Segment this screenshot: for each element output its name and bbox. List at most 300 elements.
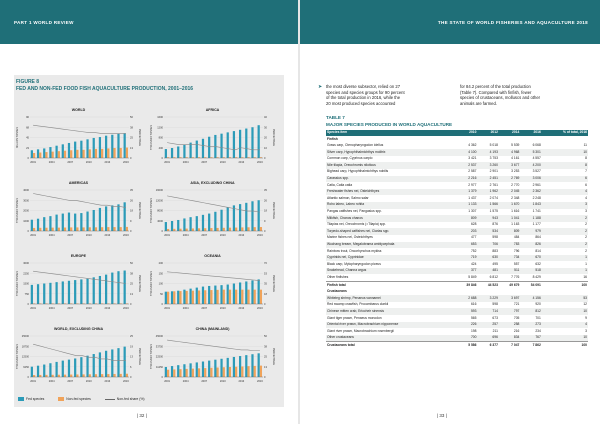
table-row	[326, 169, 588, 176]
bar-fed	[214, 212, 216, 231]
x-tick-label: 2013	[104, 380, 111, 383]
table-cell: 2 977	[468, 182, 477, 187]
table-cell: 557	[513, 261, 520, 266]
y2-axis-label: PERCENTAGE	[138, 274, 141, 293]
table-cell: 53	[542, 295, 588, 302]
bar-nonfed	[101, 374, 103, 377]
y2-tick-label: 13	[130, 355, 133, 359]
table-cell: 3 229	[477, 295, 498, 302]
x-tick-label: 2010	[219, 161, 226, 164]
bar-nonfed	[101, 227, 103, 231]
table-cell: Crustaceans total	[326, 342, 456, 349]
y2-tick-label: 20	[264, 136, 267, 140]
bar-fed	[208, 286, 210, 304]
bar-fed	[171, 221, 173, 231]
bar-nonfed	[58, 228, 60, 231]
y2-tick-label: 9	[264, 219, 266, 223]
table-cell: Snakehead, Channa argus	[326, 268, 456, 275]
table-cell	[477, 136, 498, 143]
table-cell: 4 161	[511, 156, 520, 161]
table-cell: 2 348	[511, 195, 520, 200]
x-tick-label: 2001	[30, 307, 36, 310]
table-header-cell: Species item	[326, 130, 456, 136]
table-row	[326, 189, 588, 196]
figure-title: FED AND NON-FED FOOD FISH AQUACULTURE PRODUCTION, 2001–2016	[16, 86, 194, 92]
y-tick-label: 12000	[155, 199, 163, 203]
bar-fed	[196, 362, 198, 377]
bar-fed	[171, 148, 173, 158]
bar-nonfed	[52, 375, 54, 377]
bar-fed	[239, 356, 241, 377]
bar-fed	[183, 364, 185, 377]
bar-nonfed	[198, 290, 200, 304]
bar-nonfed	[235, 367, 237, 377]
table-cell: 273	[520, 322, 541, 329]
y-axis-label: THOUSAND TONNES	[16, 270, 19, 297]
table-row	[326, 322, 588, 329]
bar-nonfed	[254, 227, 256, 231]
table-row	[326, 143, 588, 150]
bar-nonfed	[223, 367, 225, 377]
bar-fed	[86, 139, 88, 158]
bar-nonfed	[120, 227, 122, 231]
body-text-column-2: for 84.2 percent of the total production (Table 7). Compared with finfish, fewer species of crustaceans, molluscs and other animals are farmed.	[460, 84, 541, 106]
bar-nonfed	[192, 369, 194, 377]
bar-fed	[105, 136, 107, 158]
bar-fed	[86, 356, 88, 377]
table-cell: 234	[535, 328, 541, 333]
table-header-cell: 2012	[477, 130, 498, 136]
table-cell: 653	[456, 242, 477, 249]
table-cell: 2	[585, 248, 587, 253]
table-cell: 721	[513, 302, 520, 307]
table-cell: 5 018	[489, 143, 498, 148]
bar-fed	[124, 347, 126, 377]
body-text-column-1: the most diverse subsector, relied on 27 species and species groups for 90 percent of the total production in 2016, while the 20 most produced species accounted	[326, 84, 405, 106]
table-cell: 767	[520, 335, 541, 342]
bar-nonfed	[198, 368, 200, 377]
bar-nonfed	[216, 290, 218, 304]
x-tick-label: 2001	[30, 380, 36, 383]
table-cell: 812	[520, 308, 541, 315]
y2-tick-label: 26	[264, 199, 267, 203]
bar-fed	[105, 351, 107, 377]
bar-fed	[80, 357, 82, 377]
left-header-bar	[0, 0, 298, 44]
y2-tick-label: 50	[130, 116, 133, 119]
page-number-right: | 33 |	[437, 413, 447, 418]
table-cell: 2 248	[532, 195, 541, 200]
bar-fed	[43, 217, 45, 231]
chart-title: WORLD	[71, 108, 86, 112]
bar-fed	[233, 205, 235, 231]
table-cell: 3 527	[532, 169, 541, 174]
x-tick-label: 2016	[257, 380, 263, 383]
chart-panel	[16, 254, 141, 314]
legend-fed-swatch	[18, 397, 24, 401]
table-cell	[520, 136, 541, 143]
table-cell: 1 670	[499, 202, 520, 209]
table-row	[326, 235, 588, 242]
bar-nonfed	[126, 148, 128, 158]
bar-fed	[258, 353, 260, 377]
bar-fed	[55, 362, 57, 377]
bar-nonfed	[82, 227, 84, 231]
y-tick-label: 1500	[23, 282, 29, 286]
table-cell: 2 770	[511, 182, 520, 187]
y-axis-label: MILLION TONNES	[16, 126, 19, 149]
bar-fed	[31, 220, 33, 231]
table-cell: 3 697	[499, 295, 520, 302]
bar-fed	[177, 220, 179, 231]
table-cell: 3 260	[477, 162, 498, 169]
bar-nonfed	[260, 290, 262, 304]
chart-title: CHINA (MAINLAND)	[195, 327, 230, 331]
y2-tick-label: 0	[264, 376, 266, 379]
bar-fed	[55, 146, 57, 158]
bar-fed	[93, 210, 95, 231]
y-tick-label: 0	[161, 157, 163, 160]
bar-nonfed	[107, 374, 109, 377]
bar-nonfed	[247, 290, 249, 304]
table-cell: 6 068	[532, 143, 541, 148]
table-cell: 8 429	[532, 274, 541, 279]
table-cell: Cyprinids nei, Cyprinidae	[326, 255, 456, 262]
table-cell: 481	[477, 268, 498, 275]
bar-nonfed	[95, 227, 97, 231]
x-tick-label: 2016	[123, 380, 129, 383]
table-cell: 216	[513, 328, 520, 333]
bar-fed	[171, 291, 173, 304]
table-cell: 5 301	[520, 149, 541, 156]
table-label: TABLE 7	[326, 115, 345, 120]
y-axis-label: THOUSAND TONNES	[16, 343, 19, 370]
bar-nonfed	[33, 228, 35, 231]
table-cell: 752	[470, 248, 477, 253]
bar-fed	[124, 271, 126, 304]
bar-nonfed	[45, 228, 47, 231]
table-row	[326, 162, 588, 169]
legend-nonfed-label: Non-fed species	[66, 397, 91, 401]
bar-nonfed	[95, 374, 97, 377]
table-cell: 10	[542, 335, 588, 342]
bar-fed	[214, 360, 216, 377]
legend-line-label: Non-fed share (%)	[116, 397, 145, 401]
table-cell: 3 677	[499, 162, 520, 169]
chart-title: OCEANIA	[204, 254, 221, 258]
table-cell: 477	[470, 235, 477, 240]
chart-svg	[16, 260, 141, 312]
bar-fed	[171, 366, 173, 377]
bar-fed	[37, 219, 39, 231]
table-row	[326, 136, 588, 143]
table-cell: 8	[585, 156, 587, 161]
bar-fed	[177, 146, 179, 158]
bar-nonfed	[186, 369, 188, 377]
y2-tick-label: 25	[130, 282, 133, 286]
table-row	[326, 302, 588, 309]
bar-nonfed	[210, 368, 212, 377]
bar-fed	[245, 281, 247, 304]
table-cell: 3	[585, 209, 587, 214]
bar-nonfed	[64, 375, 66, 377]
table-cell: Chinese mitten crab, Eriocheir sinensis	[326, 308, 456, 315]
legend-line-swatch	[105, 399, 115, 400]
table-cell: 598	[492, 302, 498, 307]
table-row	[326, 156, 588, 163]
bar-fed	[80, 141, 82, 158]
table-cell: Silver carp, Hypophthalmichthys molitrix	[326, 149, 456, 156]
bar-fed	[68, 213, 70, 231]
table-cell: Oriental river prawn, Macrobrachium nipponense	[326, 322, 456, 329]
legend-fed-label: Fed species	[26, 397, 45, 401]
chart-svg	[16, 333, 141, 385]
chart-title: AFRICA	[205, 108, 220, 112]
table-cell: 12	[583, 302, 587, 307]
bar-fed	[202, 362, 204, 377]
table-cell: 6 812	[489, 274, 498, 279]
bar-fed	[99, 137, 101, 158]
table-cell: 10	[542, 308, 588, 315]
bar-fed	[202, 139, 204, 158]
y2-tick-label: 13	[264, 365, 267, 369]
table-cell: Bighead carp, Hypophthalmichthys nobilis	[327, 169, 389, 174]
bar-nonfed	[173, 229, 175, 231]
bar-nonfed	[247, 366, 249, 377]
y-tick-label: 2250	[23, 272, 29, 276]
table-cell: 2	[585, 235, 587, 240]
table-cell: 5 849	[468, 274, 477, 279]
bar-nonfed	[229, 228, 231, 231]
y-tick-label: 18750	[21, 345, 29, 349]
y-tick-label: 33750	[155, 345, 163, 349]
table-cell: 3 753	[489, 156, 498, 161]
bar-nonfed	[107, 148, 109, 158]
y2-tick-label: 35	[264, 189, 267, 192]
chart-panel	[150, 108, 275, 168]
bar-fed	[183, 290, 185, 304]
bar-nonfed	[198, 228, 200, 231]
table-cell: 616	[470, 302, 477, 307]
bar-fed	[80, 213, 82, 231]
table-cell: 920	[535, 302, 541, 307]
bar-nonfed	[260, 366, 262, 377]
table-cell: Freshwater fishes nei, Osteichthyes	[326, 189, 456, 196]
bar-nonfed	[33, 375, 35, 377]
bar-fed	[189, 363, 191, 377]
y-tick-label: 11250	[155, 365, 163, 369]
y2-tick-label: 0	[130, 157, 132, 160]
x-tick-label: 2013	[238, 307, 245, 310]
table-cell: Torpedo-shaped catfishes nei, Clarias spp.	[326, 228, 456, 235]
legend-fed	[18, 397, 44, 401]
table-cell: 7 862	[520, 342, 541, 349]
table-cell: Atlantic salmon, Salmo salar	[327, 195, 369, 200]
y2-tick-label: 10	[264, 146, 267, 150]
bar-fed	[49, 283, 51, 304]
bar-nonfed	[192, 291, 194, 304]
table-cell: 705	[513, 315, 520, 320]
y-tick-label: 400	[158, 146, 163, 150]
bar-nonfed	[229, 290, 231, 304]
bar-nonfed	[241, 227, 243, 231]
bar-fed	[117, 134, 119, 158]
chart-svg	[16, 114, 141, 166]
bar-nonfed	[70, 375, 72, 377]
bar-fed	[74, 214, 76, 231]
bar-fed	[37, 149, 39, 158]
table-cell: 9	[585, 315, 587, 320]
y-tick-label: 23	[26, 146, 29, 150]
table-cell: 1 041	[499, 215, 520, 222]
y2-tick-label: 25	[130, 335, 133, 338]
bar-nonfed	[120, 374, 122, 377]
x-tick-label: 2004	[48, 380, 55, 383]
y-tick-label: 22500	[155, 355, 163, 359]
x-tick-label: 2001	[164, 380, 170, 383]
bar-fed	[43, 148, 45, 158]
table-cell: 2	[542, 228, 588, 235]
bar-nonfed	[70, 227, 72, 231]
table-cell	[456, 289, 477, 296]
table-cell: 3 421	[468, 156, 477, 161]
table-row	[326, 228, 588, 235]
x-tick-label: 2004	[182, 307, 189, 310]
y2-axis-label: PERCENTAGE	[138, 347, 141, 366]
table-cell: 211	[492, 328, 498, 333]
bar-fed	[245, 129, 247, 158]
bar-fed	[196, 141, 198, 158]
y-tick-label: 25000	[21, 335, 29, 338]
table-title: MAJOR SPECIES PRODUCED IN WORLD AQUACULTURE	[326, 122, 453, 127]
bar-nonfed	[113, 148, 115, 158]
chart-panel	[150, 254, 275, 314]
y-tick-label: 200	[158, 262, 163, 265]
x-tick-label: 2001	[164, 161, 170, 164]
table-cell: 598	[492, 235, 498, 240]
y2-tick-label: 38	[130, 126, 133, 130]
bar-nonfed	[39, 375, 41, 377]
x-tick-label: 2007	[67, 307, 74, 310]
table-cell: 1 133	[456, 202, 477, 209]
y2-tick-label: 30	[264, 126, 267, 130]
table-cell: 4 200	[520, 162, 541, 169]
table-cell: 630	[477, 255, 498, 262]
y2-axis-label: PERCENTAGE	[272, 274, 275, 293]
table-cell: 518	[520, 268, 541, 275]
bar-fed	[220, 134, 222, 158]
x-tick-label: 2013	[238, 380, 245, 383]
bar-fed	[111, 205, 113, 231]
x-tick-label: 2004	[182, 380, 189, 383]
chart-title: AMERICAS	[68, 181, 89, 185]
bar-fed	[258, 200, 260, 231]
table-cell: Rainbow trout, Oncorhynchus mykiss	[327, 248, 382, 253]
bar-nonfed	[173, 369, 175, 377]
bar-nonfed	[33, 153, 35, 158]
y2-axis-label: PERCENTAGE	[272, 201, 275, 220]
table-cell: 834	[499, 335, 520, 342]
right-header-bar	[300, 0, 600, 44]
figure-label: FIGURE 8	[16, 79, 40, 85]
table-cell: 943	[477, 215, 498, 222]
table-cell: 700	[456, 335, 477, 342]
table-cell: 1 177	[532, 222, 541, 227]
x-tick-label: 2007	[201, 307, 208, 310]
bar-nonfed	[179, 369, 181, 377]
bar-fed	[124, 133, 126, 158]
table-row	[326, 209, 588, 216]
y-tick-label: 100	[158, 282, 163, 286]
table-cell: 2 901	[489, 169, 498, 174]
table-header-cell: 2014	[499, 130, 520, 136]
bar-nonfed	[235, 290, 237, 304]
table-cell: Whiteleg shrimp, Penaeus vannamei	[326, 295, 456, 302]
table-row	[326, 149, 588, 156]
table-cell: Carassius spp.	[326, 176, 456, 183]
table-cell: 1	[542, 268, 588, 275]
table-cell	[520, 289, 541, 296]
x-tick-label: 2001	[30, 234, 36, 237]
y2-tick-label: 0	[264, 303, 266, 306]
y-tick-label: 800	[158, 136, 163, 140]
table-header-cell: % of total, 2016	[542, 130, 588, 136]
table-cell: 7 776	[511, 274, 520, 279]
table-cell: 2 761	[489, 182, 498, 187]
table-cell: 593	[456, 308, 477, 315]
table-row	[326, 274, 588, 281]
y-tick-label: 0	[27, 230, 29, 233]
x-tick-label: 2010	[85, 234, 92, 237]
x-tick-label: 2013	[104, 161, 111, 164]
y2-tick-label: 19	[130, 345, 133, 349]
table-cell: 1	[585, 261, 587, 266]
chart-title: EUROPE	[70, 254, 87, 258]
bar-fed	[62, 214, 64, 231]
table-cell: Giant river prawn, Macrobrachium rosenbergii	[327, 328, 394, 333]
table-row	[326, 268, 588, 275]
bar-nonfed	[210, 290, 212, 304]
chart-svg	[150, 114, 275, 166]
bar-nonfed	[204, 228, 206, 231]
y2-tick-label: 25	[130, 136, 133, 140]
x-tick-label: 2007	[201, 234, 208, 237]
table-row	[326, 342, 588, 349]
bar-fed	[68, 360, 70, 377]
bar-nonfed	[254, 290, 256, 304]
table-cell: 2	[542, 242, 588, 249]
share-line	[167, 340, 260, 351]
x-tick-label: 2007	[201, 161, 208, 164]
bar-nonfed	[58, 151, 60, 158]
table-cell: 534	[477, 228, 498, 235]
table-cell: 511	[499, 268, 520, 275]
table-cell: 734	[499, 255, 520, 262]
table-cell: 4 557	[532, 156, 541, 161]
y-tick-label: 750	[24, 292, 29, 296]
y-tick-label: 0	[161, 376, 163, 379]
y-tick-label: 4000	[157, 219, 163, 223]
table-row	[326, 255, 588, 262]
table-cell: 673	[492, 315, 498, 320]
bar-fed	[31, 285, 33, 304]
y2-tick-label: 70	[264, 262, 267, 265]
table-cell: 565	[470, 315, 477, 320]
bar-fed	[31, 150, 33, 158]
table-header-cell: 2010	[456, 130, 477, 136]
table-cell: 11	[583, 143, 587, 148]
x-tick-label: 2010	[219, 307, 226, 310]
